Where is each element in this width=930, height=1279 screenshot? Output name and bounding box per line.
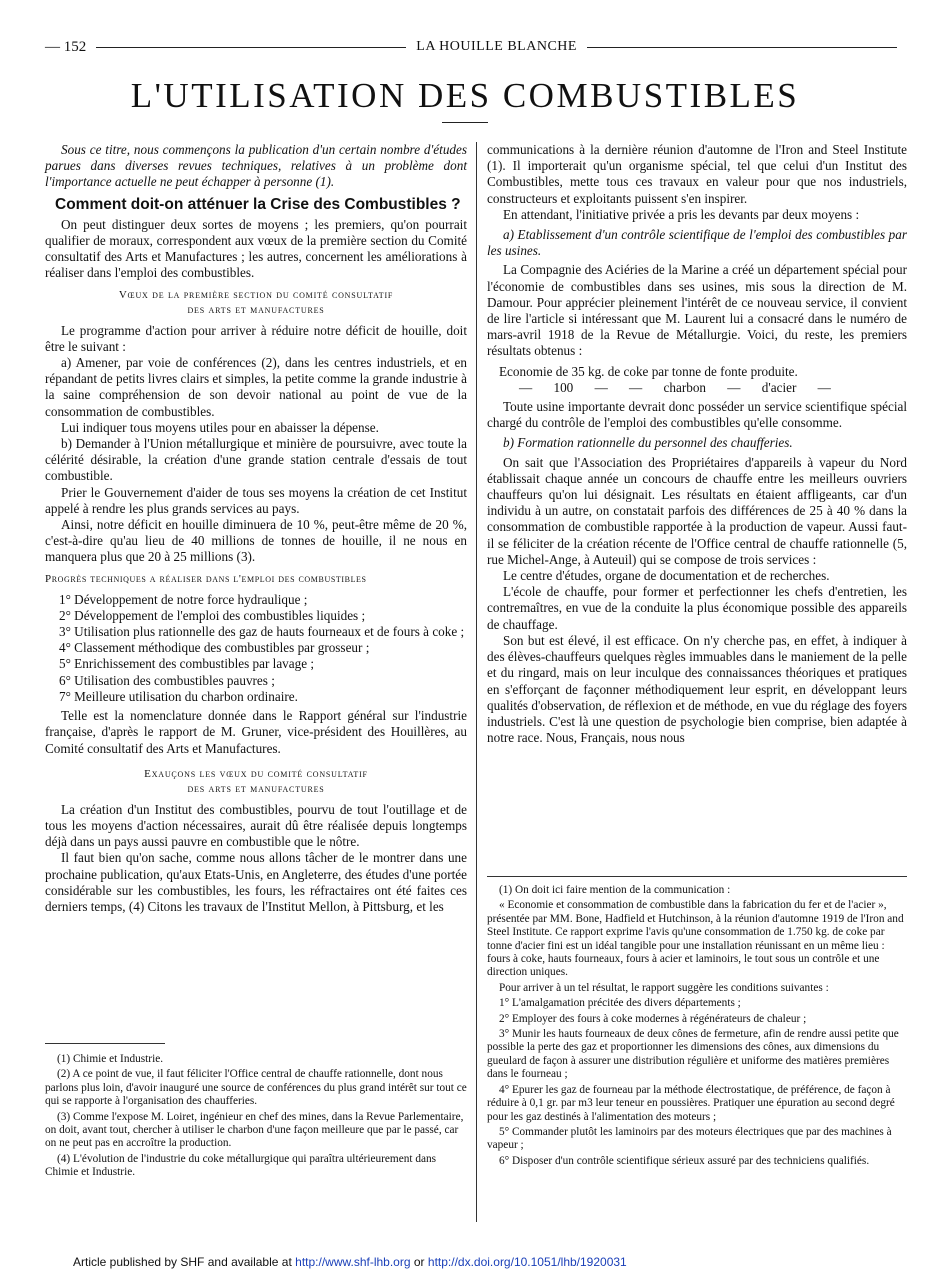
list-item: 7° Meilleure utilisation du charbon ordinaire. bbox=[59, 688, 298, 704]
running-header bbox=[45, 38, 907, 56]
paragraph: Le programme d'action pour arriver à réduire notre déficit de houille, doit être le suivant : bbox=[45, 322, 467, 354]
footnote-item: 5° Commander plutôt les laminoirs par des moteurs électriques que par des machines à vapeur ; bbox=[487, 1125, 892, 1152]
paragraph: Ainsi, notre déficit en houille diminuera de 10 %, peut-être même de 20 %, c'est-à-dire qu'au lieu de 40 millions de tonnes de houille, il ne nous en manquera plus que 20 à 25 millions (3). bbox=[45, 517, 467, 565]
intro-paragraph: Sous ce titre, nous commençons la publication d'un certain nombre d'études parues dans diverses revues techniques, relatives à un problème dont l'importance actuelle ne peut échapper à personne (1). bbox=[45, 142, 467, 190]
page-number: — 152 bbox=[45, 38, 87, 55]
list-item: 5° Enrichissement des combustibles par lavage ; bbox=[59, 656, 315, 672]
list-item: 4° Classement méthodique des combustibles par grosseur ; bbox=[59, 640, 370, 656]
footnote-rule bbox=[487, 876, 907, 877]
footnote-item: 6° Disposer d'un contrôle scientifique sérieux assuré par des techniciens qualifiés. bbox=[499, 1154, 870, 1167]
doi-link[interactable]: http://dx.doi.org/10.1051/lhb/1920031 bbox=[427, 1255, 627, 1269]
paragraph: a) Etablissement d'un contrôle scientifique de l'emploi des combustibles par les usines. bbox=[487, 227, 907, 259]
article-title: L'UTILISATION DES COMBUSTIBLES bbox=[130, 76, 800, 115]
footer-or: or bbox=[413, 1255, 425, 1269]
paragraph: a) Amener, par voie de conférences (2), dans les centres industriels, et en répandant de petits livres clairs et simples, la petite comme la grande industrie à la saine compréhension de son devoir national au point de vue de la consommation de combustibles. bbox=[45, 355, 467, 419]
left-column bbox=[45, 142, 467, 915]
paragraph: Il faut bien qu'on sache, comme nous allons tâcher de le montrer dans une prochaine publication, qu'aux Etats-Unis, en Angleterre, des études d'une portée considérable sur les combustibles, les fours, les réfractaires ont été faites ces derniers temps, (4) Citons les travaux de l'Institut Mellon, à Pittsburg, et les bbox=[45, 850, 467, 914]
paragraph: La Compagnie des Aciéries de la Marine a créé un département spécial pour l'économie de combustibles dans ses usines, mis sous la direction de M. Damour. Pour apprécier pleinement l'intérêt de ce nouveau service, il convient de lire l'article si intéressant que M. Laurent lui a consacré dans le numéro de mars-avril 1918 de la Revue de Métallurgie. Voici, du reste, les premiers résultats obtenus : bbox=[487, 262, 907, 359]
footnote-item: 3° Munir les hauts fourneaux de deux cônes de fermeture, afin de rendre aussi petite que possible la perte des gaz et proportionner les dimensions des cônes, aux dimensions du gueulard de façon à assurer une distribution régulière et uniforme des matières premières dans le fourneau ; bbox=[487, 1028, 899, 1081]
footnote-item: 1° L'amalgamation précitée des divers départements ; bbox=[499, 997, 741, 1010]
paragraph: communications à la dernière réunion d'automne de l'Iron and Steel Institute (1). Il importerait qu'un organisme spécial, tel que celui d'un Institut des Combustibles, mette tous ces travaux en valeur pour que nos industriels, constructeurs et exploitants puissent s'en inspirer. bbox=[487, 142, 907, 206]
shf-link[interactable]: http://www.shf-lhb.org bbox=[295, 1255, 411, 1269]
subsection-title: Progrès techniques a réaliser dans l'emploi des combustibles bbox=[45, 572, 367, 585]
paragraph: b) Demander à l'Union métallurgique et minière de poursuivre, avec toute la célérité désirable, la création d'une grande station centrale d'essais de tout combustible. bbox=[45, 436, 467, 484]
subsection-title-line: Exauçons les vœux du comité consultatif bbox=[144, 767, 368, 780]
list-item: 3° Utilisation plus rationnelle des gaz de hauts fourneaux et de fours à coke ; bbox=[59, 624, 465, 640]
footnote: (3) Comme l'expose M. Loiret, ingénieur en chef des mines, dans la Revue Parlementaire, on doit, avant tout, chercher à utiliser le charbon d'une façon meilleure que par le passé, car on ne peut pas en accroître la production. bbox=[45, 1110, 464, 1150]
title-underline bbox=[442, 122, 488, 123]
subsection-title-line: des arts et manufactures bbox=[187, 782, 325, 795]
footnote: (1) On doit ici faire mention de la communication : bbox=[499, 884, 731, 896]
paragraph: Toute usine importante devrait donc posséder un service scientifique spécial chargé du contrôle de l'emploi des combustibles qu'elle consomme. bbox=[487, 399, 907, 431]
results-line: — 100 — — charbon — d'acier — bbox=[519, 379, 831, 395]
paragraph: On peut distinguer deux sortes de moyens ; les premiers, qu'on pourrait qualifier de moraux, correspondent aux vœux de la première section du Comité consultatif des Arts et Manufactures ; les autres, concernent les améliorations à réaliser dans l'emploi des combustibles. bbox=[45, 216, 467, 281]
right-footnotes bbox=[487, 884, 907, 1170]
footnote: Pour arriver à un tel résultat, le rapport suggère les conditions suivantes : bbox=[499, 981, 829, 994]
footnote: (4) L'évolution de l'industrie du coke métallurgique qui paraîtra ultérieurement dans Chimie et Industrie. bbox=[45, 1152, 437, 1179]
subsection-title-line: Vœux de la première section du comité consultatif bbox=[118, 288, 394, 301]
right-column bbox=[487, 142, 907, 746]
footnote: (2) A ce point de vue, il faut féliciter l'Office central de chauffe rationnelle, dont nous parlons plus loin, d'avoir inauguré une source de conférences du plus grand intérêt sur tout ce qui se rapporte à l'organisation des chaufferies. bbox=[45, 1068, 467, 1108]
paragraph: L'école de chauffe, pour former et perfectionner les chefs d'entretien, les contremaîtres, en vue de la conduite la plus économique possible des appareils de chauffage. bbox=[487, 584, 907, 632]
footnote-rule bbox=[45, 1043, 165, 1044]
subsection-title bbox=[45, 288, 467, 318]
paragraph: En attendant, l'initiative privée a pris les devants par deux moyens : bbox=[503, 206, 860, 222]
paragraph: Le centre d'études, organe de documentation et de recherches. bbox=[503, 568, 830, 584]
footer-text: Article published by SHF and available at bbox=[73, 1255, 292, 1269]
journal-name: LA HOUILLE BLANCHE bbox=[416, 39, 577, 54]
publication-footer bbox=[73, 1255, 627, 1269]
header-rule-left bbox=[96, 47, 406, 48]
paragraph: La création d'un Institut des combustibles, pourvu de tout l'outillage et de tous les moyens d'action nécessaires, aurait dû être réalisée depuis longtemps déjà dans un pays aussi pauvre en combustible que le nôtre. bbox=[45, 801, 467, 850]
column-divider bbox=[476, 142, 477, 1222]
paragraph: On sait que l'Association des Propriétaires d'appareils à vapeur du Nord établissait chaque année un concours de chauffe entre les meilleurs ouvriers chauffeurs qu'on lui désignait. Les résultats en étaient affligeants, car d'un individu à un autre, on constatait parfois des différences de 25 à 40 % dans la consommation de combustible rapportée à la production de vapeur. Aussi faut-il se féliciter de la création récente de l'Office central de chauffe rationnelle (5, rue Michel-Ange, à Auteuil) qui se compose de trois services : bbox=[487, 454, 907, 567]
header-rule-right bbox=[587, 47, 897, 48]
results-line: Economie de 35 kg. de coke par tonne de fonte produite. bbox=[499, 363, 798, 379]
footnote: « Economie et consommation de combustible dans la fabrication du fer et de l'acier », présentée par MM. Bone, Hadfield et Hutchinson, à la réunion d'automne 1919 de l'Iron and Steel Institute. Ce rapport exprime l'avis qu'une consommation de 1.750 kg. de coke par tonne d'acier fini est un idéal tangible pour une installation réunissant en un même lieu : fours à coke, hauts fourneaux, fours à acier et laminoirs, le tout sous un contrôle et une direction uniques. bbox=[487, 899, 904, 979]
subsection-title-line: des arts et manufactures bbox=[187, 303, 325, 316]
paragraph: Telle est la nomenclature donnée dans le Rapport général sur l'industrie française, d'après le rapport de M. Gruner, vice-président des Houillères, au Comité consultatif des Arts et Manufactures. bbox=[45, 708, 467, 756]
footnote: (1) Chimie et Industrie. bbox=[57, 1053, 164, 1065]
footnote-item: 2° Employer des fours à coke modernes à régénérateurs de chaleur ; bbox=[499, 1012, 807, 1025]
results-table bbox=[499, 364, 907, 396]
progress-list bbox=[45, 592, 467, 705]
left-footnotes bbox=[45, 1053, 467, 1182]
list-item: 6° Utilisation des combustibles pauvres ; bbox=[59, 672, 275, 688]
paragraph: Lui indiquer tous moyens utiles pour en abaisser la dépense. bbox=[61, 419, 379, 435]
list-item: 1° Développement de notre force hydraulique ; bbox=[59, 591, 308, 607]
footnote-item: 4° Epurer les gaz de fourneau par la méthode électrostatique, de préférence, de façon à réduire à 0,1 gr. par m3 leur teneur en poussières. Pratiquer une épuration au second degré pour les gaz destinés à l'alimentation des moteurs ; bbox=[487, 1083, 895, 1123]
list-item: 2° Développement de l'emploi des combustibles liquides ; bbox=[59, 607, 366, 623]
paragraph: b) Formation rationnelle du personnel des chaufferies. bbox=[503, 435, 793, 451]
section-heading: Comment doit-on atténuer la Crise des Combustibles ? bbox=[55, 195, 461, 213]
paragraph: Prier le Gouvernement d'aider de tous ses moyens la création de cet Institut appelé à rendre les plus grands services au pays. bbox=[45, 484, 467, 516]
paragraph: Son but est élevé, il est efficace. On n'y cherche pas, en effet, à indiquer à des élèves-chauffeurs quelques règles immuables dans le maniement de la pelle et du ringard, mais on leur inculque des connaissances théoriques et pratiques en s'efforçant de façonner méthodiquement leur esprit, en développant leurs qualités d'observation, de réflexion et de méthode, en vue du réglage des foyers industriels. C'est là une question de psychologie bien comprise, bien adaptée à notre race. Nous, Français, nous nous bbox=[487, 632, 907, 746]
subsection-title bbox=[45, 767, 467, 797]
